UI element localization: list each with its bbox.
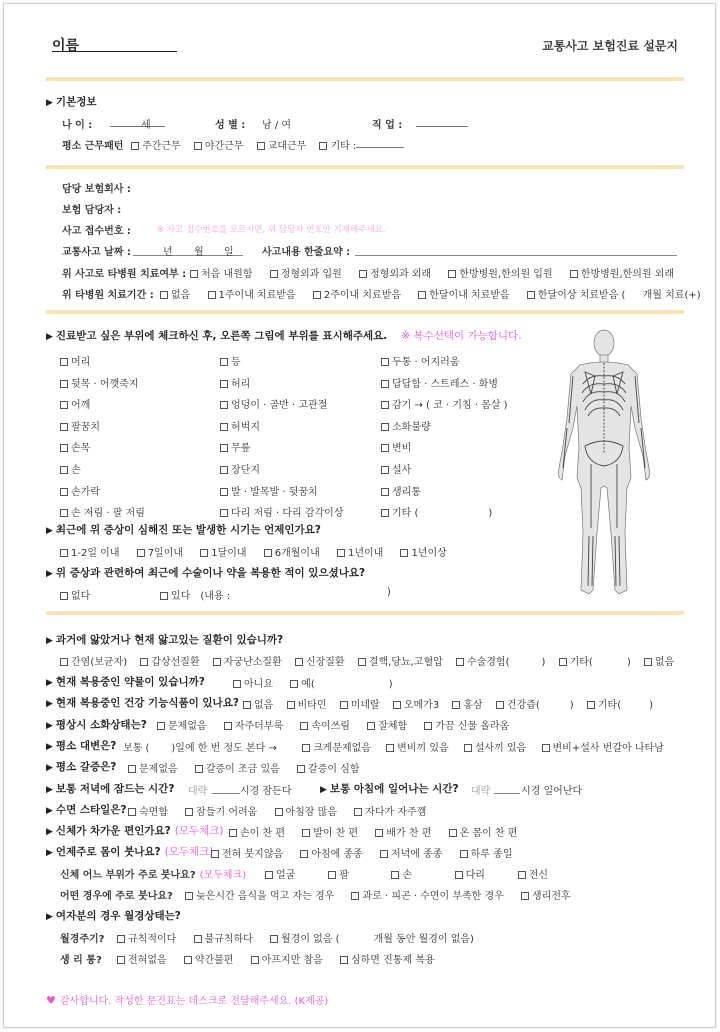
wake-approx: 대략 [471,786,491,797]
surgery-close: ) [387,587,391,598]
onset-option[interactable]: 1년이내 [337,548,383,559]
symptom-option[interactable]: 어깨 [60,395,145,417]
sleep-style-option[interactable]: 아침잠 많음 [275,807,337,818]
divider-band [46,77,684,81]
sleep-style-option[interactable]: 잠들기 어려움 [185,807,257,818]
period-pain-options [117,951,435,966]
cold-options [229,824,517,839]
sleep-time-question: ▶ 보통 저녁에 잠드는 시간? [46,783,175,795]
sex-label: 성 별 : [215,120,246,131]
digestion-option[interactable]: 가끔 신물 올라옴 [424,721,509,732]
symptom-option[interactable]: 변비 [381,438,508,460]
swelling-option[interactable]: 아침에 종종 [300,849,362,860]
other-hospital-option[interactable]: 처음 내원함 [190,269,252,280]
period-option[interactable]: 2주이내 치료받음 [313,290,401,301]
sleep-hour-field[interactable] [212,793,240,794]
symptom-option[interactable]: 답답함 · 스트레스 · 화병 [381,374,508,396]
job-field[interactable] [416,116,468,127]
menstruation-question: ▶ 여자분의 경우 월경상태는? [46,910,181,922]
pattern-other-field[interactable] [356,137,404,148]
sleep-style-options [128,803,426,818]
period-option[interactable]: 없음 [160,290,190,301]
sleep-style-option[interactable]: 자다가 자주깸 [354,807,426,818]
swelling-question: ▶ 언제주로 몸이 붓나요? (모두체크) [46,846,214,858]
divider-band [46,611,684,615]
sleep-approx: 대략 [188,786,208,797]
insurance-company-label: 담당 보험회사 : [62,184,131,195]
period-option[interactable]: 한달이내 치료받음 [418,290,509,301]
symptom-option[interactable]: 뒷목 · 어깻죽지 [60,374,145,396]
digestion-option[interactable]: 자주더부룩 [224,721,283,732]
symptom-option[interactable]: 손가락 [60,482,145,504]
other-hospital-option[interactable]: 한방병원,한의원 외래 [570,269,674,280]
stool-frequency[interactable]: 보통 ( )일에 한 번 정도 본다 → [123,743,277,754]
swelling-part-option[interactable]: 전신 [518,870,548,881]
supplement-option[interactable]: 건강즙( ) [496,700,574,711]
history-option[interactable]: 갑상선질환 [140,657,199,668]
cold-option[interactable]: 온 몸이 찬 편 [449,828,518,839]
pattern-option[interactable]: 야간근무 [194,141,244,152]
period-option[interactable]: 1주이내 치료받음 [208,290,296,301]
heart-icon: ♥ [46,994,56,1007]
cold-option[interactable]: 배가 찬 편 [375,828,431,839]
onset-option[interactable]: 1년이상 [400,548,446,559]
period-pain-option[interactable]: 심하면 진통제 복용 [340,955,435,966]
cycle-options [117,930,474,945]
surgery-none-option[interactable]: 없다 [60,587,90,602]
body-diagram[interactable] [545,328,663,603]
summary-label: 사고내용 한줄요약 : [262,247,351,258]
period-pain-option[interactable]: 약간불편 [184,955,234,966]
digestion-question: ▶ 평상시 소화상태는? [46,719,147,731]
symptom-question: ▶ 진료받고 싶은 부위에 체크하신 후, 오른쪽 그림에 부위를 표시해주세요. ※ 복수선택이 가능합니다. [46,330,522,342]
meds-option[interactable]: 아니요 [233,679,273,690]
onset-question: ▶ 최근에 위 증상이 심해진 또는 발생한 시기는 언제인가요? [46,524,321,536]
supplement-option[interactable]: 홍삼 [452,700,482,711]
history-option[interactable]: 결핵,당뇨,고혈압 [358,657,443,668]
wake-time-question: ▶ 보통 아침에 일어나는 시간? [320,783,459,795]
symptom-option[interactable]: 무릎 [220,438,344,460]
cycle-option[interactable]: 불규칙하다 [194,934,253,945]
cold-question: ▶ 신체가 차가운 편인가요? (모두체크) [46,825,224,837]
wake-hour-field[interactable] [494,793,520,794]
age-label: 나 이 : [62,120,93,131]
symptom-option[interactable]: 허리 [220,374,344,396]
symptom-option[interactable]: 소화불량 [381,417,508,439]
symptom-col-2 [220,352,344,525]
swelling-cause-option[interactable]: 늦은시간 음식을 먹고 자는 경우 [185,891,334,902]
other-hospital-options [190,265,674,280]
digestion-option[interactable]: 잘체함 [367,721,407,732]
symptom-option[interactable]: 생리통 [381,482,508,504]
date-year: 년 [163,247,173,258]
symptom-option[interactable]: 두통 · 어지러움 [381,352,508,374]
history-option[interactable]: 신장질환 [295,657,345,668]
supplement-question: ▶ 현재 복용중인 건강 기능식품이 있나요? [46,697,239,709]
age-unit: 세 [141,120,151,131]
symptom-option[interactable]: 등 [220,352,344,374]
section-basic-heading: ▶ 기본정보 [46,96,97,108]
period-months: 개월 치료(+) [642,290,701,301]
meds-option[interactable]: 예( ) [290,679,392,690]
history-option[interactable]: 간염(보균자) [60,657,127,668]
symptom-option[interactable]: 설사 [381,460,508,482]
cold-option[interactable]: 손이 찬 편 [229,828,285,839]
history-options [60,653,674,668]
symptom-option[interactable]: 기타 ( ) [381,503,508,525]
history-option[interactable]: 수술경험( ) [456,657,545,668]
stool-option[interactable]: 변비+설사 번갈아 나타남 [542,743,664,754]
swelling-cause-options [185,887,571,902]
period-pain-option[interactable]: 아프지만 참음 [251,955,323,966]
pattern-option[interactable]: 주간근무 [131,141,181,152]
onset-option[interactable]: 1달이내 [200,548,246,559]
stool-option[interactable]: 변비끼 있음 [386,743,448,754]
period-option[interactable]: 한달이상 치료받음 ( [527,290,626,301]
swelling-part-question: 신체 어느 부위가 주로 붓나요? (모두체크) [60,870,247,881]
cycle-option[interactable]: 규칙적이다 [117,934,176,945]
symptom-option[interactable]: 팔꿈치 [60,417,145,439]
date-day: 일 [224,247,234,258]
thirst-options [128,760,359,775]
digestion-options [157,717,509,732]
digestion-option[interactable]: 속이쓰림 [300,721,350,732]
treatment-period-label: 위 타병원 치료기간 : [62,290,154,301]
other-hospital-option[interactable]: 정형외과 외래 [359,269,431,280]
insurance-manager-label: 보험 담당자 : [62,205,122,216]
symptom-option[interactable]: 엉덩이 · 골반 · 고관절 [220,395,344,417]
period-pain-question: 생 리 통? [60,955,102,966]
swelling-part-option[interactable]: 팔 [328,866,388,881]
swelling-option[interactable]: 하루 종일 [460,849,513,860]
cold-option[interactable]: 발이 찬 편 [302,828,358,839]
symptom-col-3 [381,352,508,525]
onset-option[interactable]: 6개월이내 [264,548,320,559]
symptom-option[interactable]: 허벅지 [220,417,344,439]
supplement-option[interactable]: 미네랄 [340,700,380,711]
divider-band [46,310,684,314]
job-label: 직 업 : [372,120,403,131]
symptom-option[interactable]: 감기 → ( 코 · 기침 · 몸살 ) [381,395,508,417]
history-option[interactable]: 없음 [644,657,674,668]
thirst-option[interactable]: 갈증이 심함 [297,764,359,775]
symptom-option[interactable]: 손 저림 · 팔 저림 [60,503,145,525]
swelling-cause-option[interactable]: 생리전후 [521,891,571,902]
swelling-part-option[interactable]: 손 [391,866,451,881]
surgery-yes-option[interactable]: 있다 (내용 : [160,587,230,602]
form-title: 교통사고 보험진료 설문지 [542,39,678,53]
thirst-question: ▶ 평소 갈증은? [46,761,117,773]
symptom-option[interactable]: 발 · 발목발 · 뒷꿈치 [220,482,344,504]
thanks-note: ♥ 감사합니다. 작성한 문진표는 데스크로 전달해주세요. (K제공) [46,994,329,1007]
summary-line[interactable] [355,255,677,256]
supplement-option[interactable]: 기타( ) [587,700,653,711]
symptom-option[interactable]: 손 [60,460,145,482]
swelling-cause-option[interactable]: 과로 · 피곤 · 수면이 부족한 경우 [351,891,503,902]
other-hospital-option[interactable]: 정형외과 입원 [270,269,342,280]
other-hospital-option[interactable]: 한방병원,한의원 입원 [448,269,552,280]
sleep-style-option[interactable]: 숙면함 [128,807,168,818]
sleep-unit: 시경 잠든다 [240,786,292,797]
wake-unit: 시경 일어난다 [521,786,583,797]
history-option[interactable]: 자궁난소질환 [213,657,282,668]
meds-options [233,675,393,690]
onset-option[interactable]: 7일이내 [137,548,183,559]
stool-option[interactable]: 크게문제없음 [302,743,371,754]
swelling-part-option[interactable]: 얼굴 [265,866,325,881]
thirst-option[interactable]: 문제없음 [128,764,178,775]
swelling-options [211,845,513,860]
surgery-question: ▶ 위 증상과 관련하여 최근에 수술이나 약을 복용한 적이 있으셨나요? [46,567,366,579]
other-hospital-label: 위 사고로 타병원 치료여부 : [62,269,187,280]
sex-value[interactable]: 남 / 여 [262,120,292,131]
cycle-option[interactable]: 월경이 없음 ( 개월 동안 월경이 없음) [270,934,474,945]
treatment-period-options [160,286,701,301]
supplement-option[interactable]: 비타민 [287,700,327,711]
swelling-part-option[interactable]: 다리 [455,866,515,881]
swelling-cause-question: 어떤 경우에 주로 붓나요? [60,891,173,902]
name-label: 이름 [52,38,80,54]
date-month: 월 [194,247,204,258]
name-input-line[interactable] [52,51,177,52]
stool-question: ▶ 평소 대변은? [46,740,117,752]
cycle-question: 월경주기? [60,934,105,945]
history-option[interactable]: 기타( ) [559,657,631,668]
divider-band [46,165,684,169]
claim-hint: ※ 사고 접수번호를 모르시면, 위 담당자 번호만 기재해주세요. [157,225,386,235]
supplement-option[interactable]: 오메가3 [393,700,439,711]
supplement-option[interactable]: 없음 [243,700,273,711]
stool-options [302,739,664,754]
period-pain-option[interactable]: 전혀없음 [117,955,167,966]
accident-date-label: 교통사고 날짜 : [62,247,131,258]
stool-option[interactable]: 설사끼 있음 [464,743,526,754]
symptom-option[interactable]: 머리 [60,352,145,374]
onset-options [60,544,447,559]
swelling-option[interactable]: 전혀 붓지않음 [211,849,283,860]
age-field[interactable] [110,116,165,127]
history-question: ▶ 과거에 앓았거나 현재 앓고있는 질환이 있습니까? [46,634,284,646]
onset-option[interactable]: 1-2일 이내 [60,548,120,559]
symptom-option[interactable]: 손목 [60,438,145,460]
swelling-option[interactable]: 저녁에 종종 [380,849,442,860]
claim-number-label: 사고 접수번호 : [62,226,131,237]
swelling-part-options [265,866,548,881]
pattern-option[interactable]: 기타 : [319,141,356,152]
sleep-style-question: ▶ 수면 스타일은? [46,804,127,816]
pattern-option[interactable]: 교대근무 [257,141,307,152]
meds-question: ▶ 현재 복용중인 약물이 있습니까? [46,676,205,688]
supplement-options [243,696,653,711]
symptom-option[interactable]: 다리 저림 · 다리 감각이상 [220,503,344,525]
pattern-label: 평소 근무패턴 [62,141,124,152]
pattern-options [131,137,356,152]
digestion-option[interactable]: 문제없음 [157,721,207,732]
symptom-option[interactable]: 장단지 [220,460,344,482]
symptom-col-1 [60,352,145,525]
thirst-option[interactable]: 갈증이 조금 있음 [195,764,280,775]
